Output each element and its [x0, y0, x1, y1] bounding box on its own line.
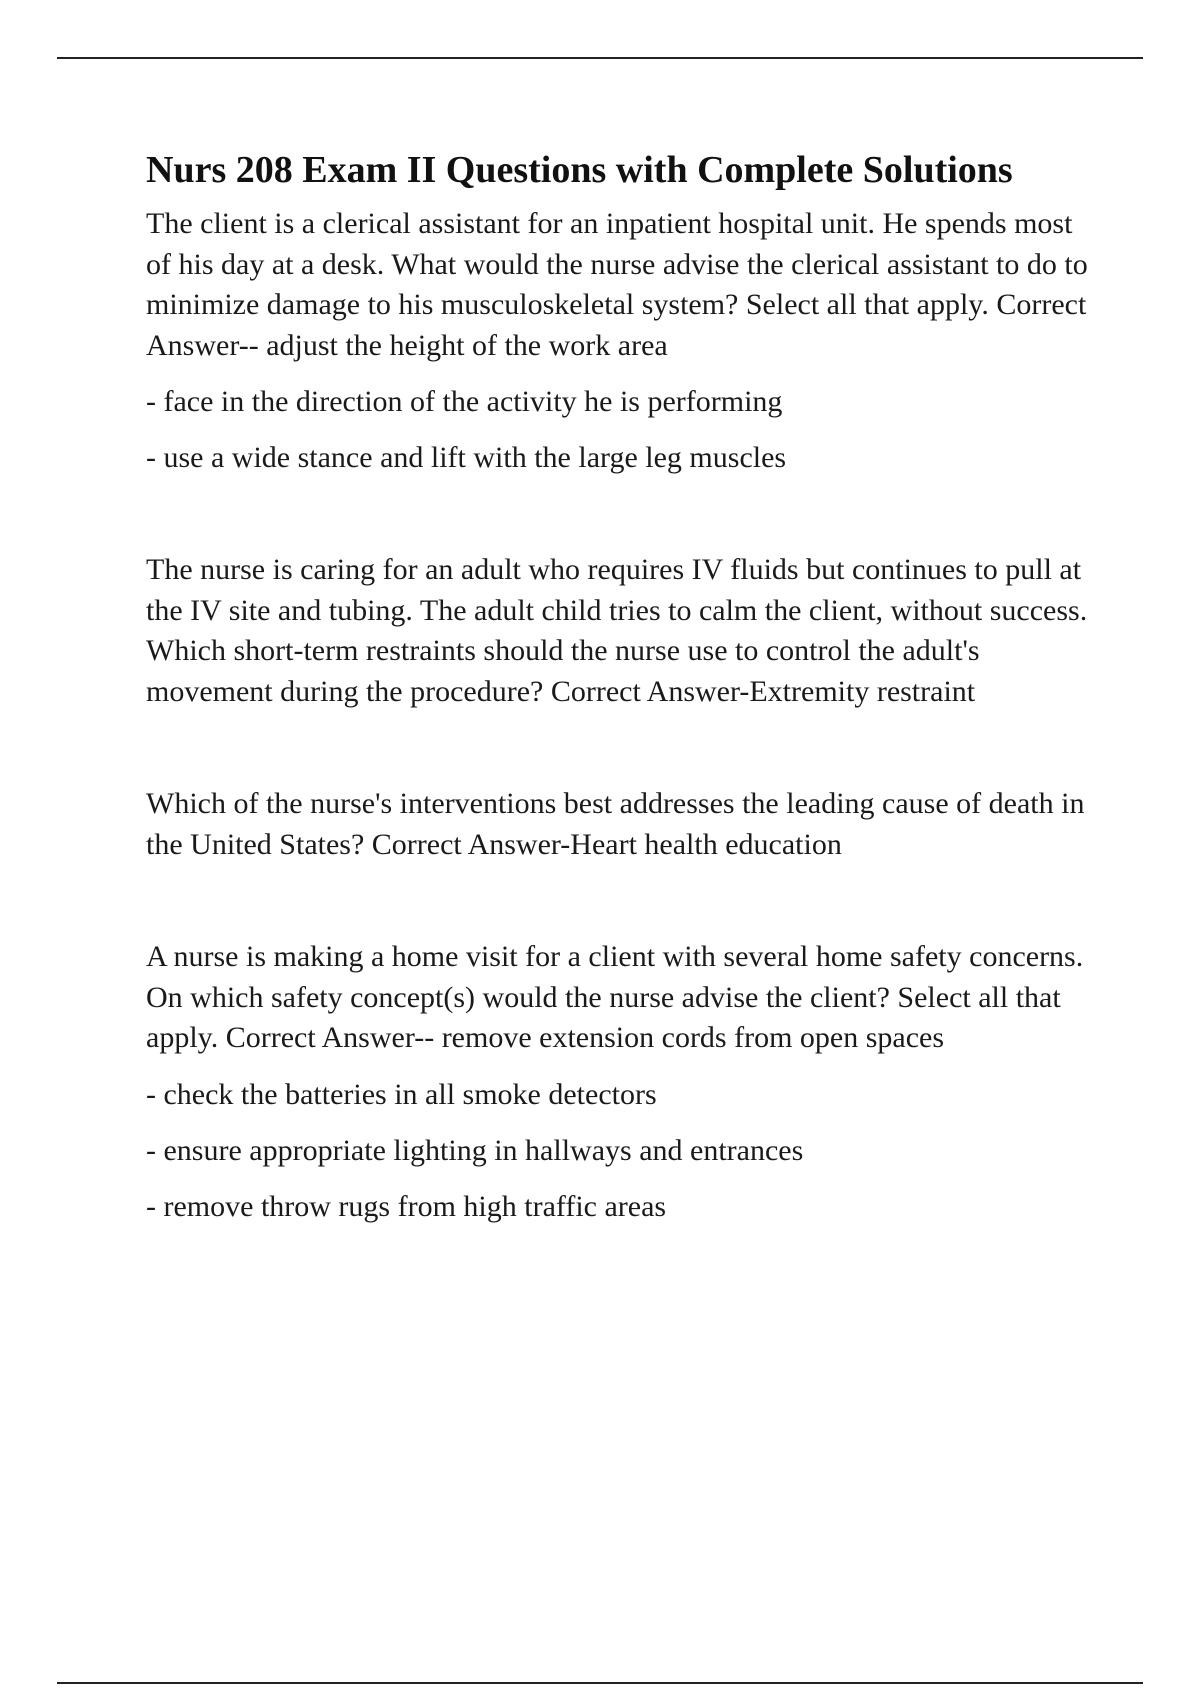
question-block [146, 937, 1101, 1227]
question-text: Which of the nurse's interventions best addresses the leading cause of death in the United States? Correct Answer-Heart health education [146, 787, 1085, 861]
answer-option: - face in the direction of the activity he is performing [146, 385, 783, 418]
bottom-divider [57, 1682, 1143, 1684]
answer-option: - remove throw rugs from high traffic areas [146, 1189, 667, 1223]
answer-option: - use a wide stance and lift with the large leg muscles [146, 441, 787, 474]
top-divider [57, 57, 1143, 59]
answer-option: - check the batteries in all smoke detectors [146, 1077, 657, 1111]
question-block [146, 204, 1101, 478]
question-block [146, 550, 1101, 712]
question-text: A nurse is making a home visit for a client with several home safety concerns. On which safety concept(s) would the nurse advise the client? Select all that apply. Correct Answer-- remove extension cords from open spaces [146, 940, 1084, 1054]
question-text: The nurse is caring for an adult who requires IV fluids but continues to pull at the IV site and tubing. The adult child tries to calm the client, without success. Which short-term restraints should the nurse use to control the adult's movement during the procedure? Correct Answer-Extremity restraint [146, 553, 1088, 708]
question-text: The client is a clerical assistant for an inpatient hospital unit. He spends most of his day at a desk. What would the nurse advise the clerical assistant to do to minimize damage to his musculoskeletal system? Select all that apply. Correct Answer-- adjust the height of the work area [146, 207, 1088, 362]
answer-option: - ensure appropriate lighting in hallways and entrances [146, 1133, 804, 1167]
document-title: Nurs 208 Exam II Questions with Complete Solutions [146, 149, 1013, 191]
question-block [146, 784, 1101, 865]
document-body [146, 146, 1101, 1227]
